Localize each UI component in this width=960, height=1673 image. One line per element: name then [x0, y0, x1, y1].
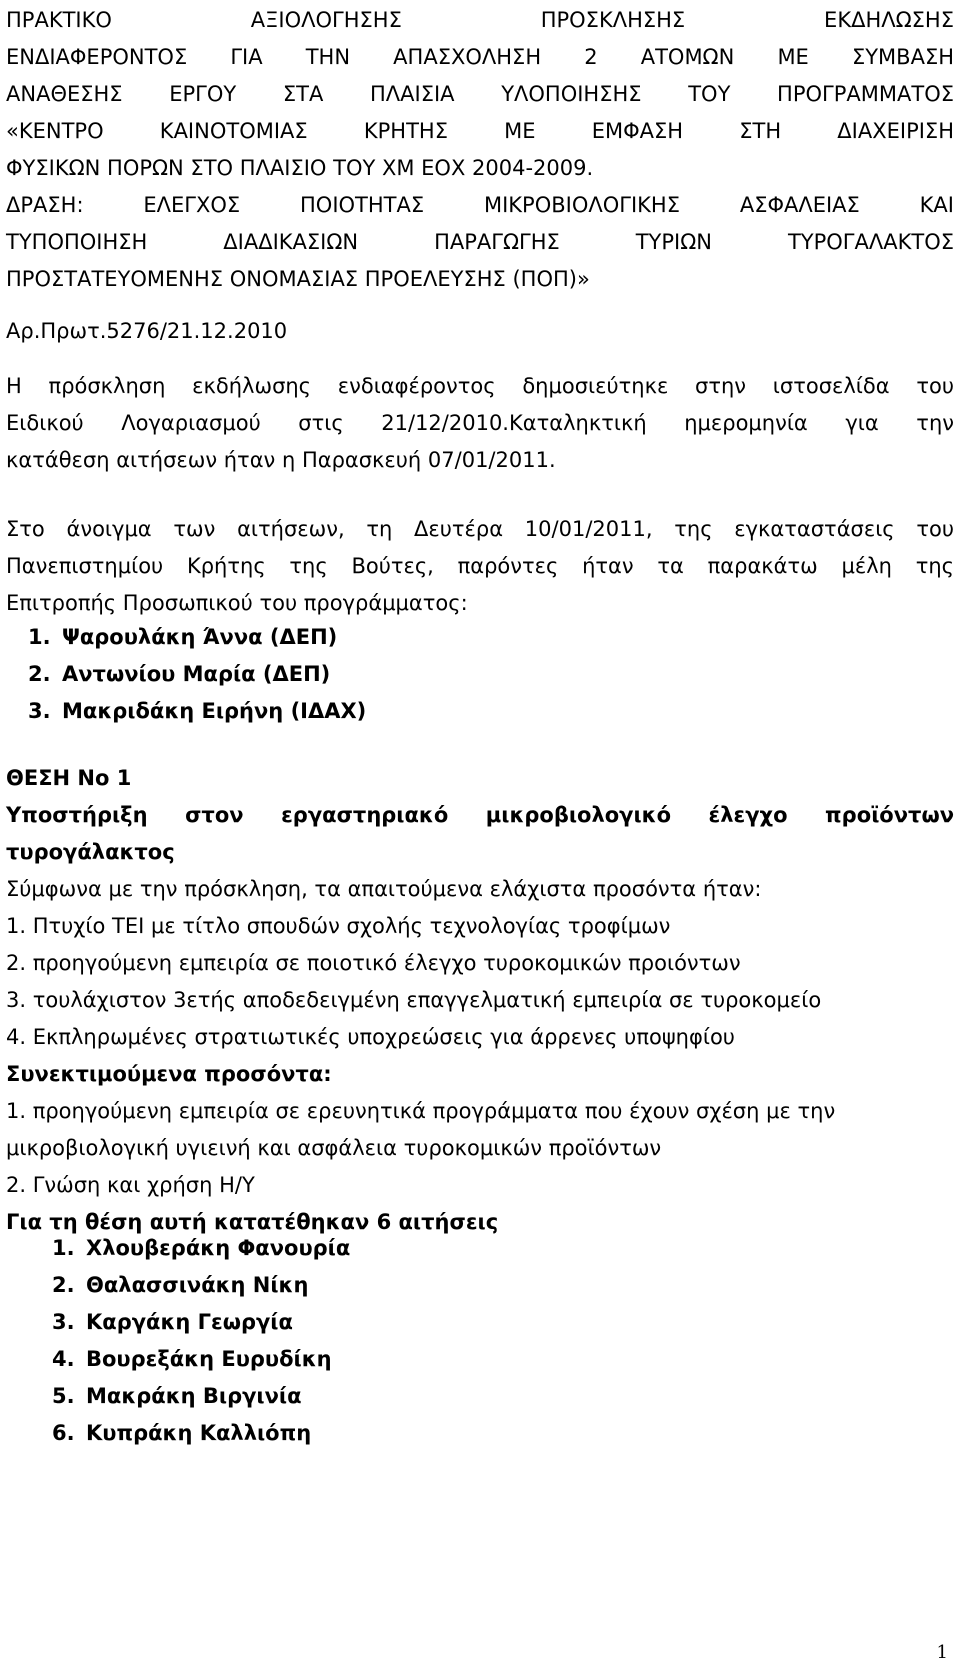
position-subject: Υποστήριξη στον εργαστηριακό μικροβιολογικό έλεγχο προϊόντων	[6, 803, 954, 827]
title-line: ΠΡΟΣΤΑΤΕΥΟΜΕΝΗΣ ΟΝΟΜΑΣΙΑΣ ΠΡΟΕΛΕΥΣΗΣ (ΠΟΠ)»	[6, 267, 590, 291]
paragraph-line: Ειδικού Λογαριασμού στις 21/12/2010.Καταληκτική ημερομηνία για την	[6, 411, 954, 435]
position-section	[6, 760, 954, 1241]
paragraph-line: Πανεπιστημίου Κρήτης της Βούτες, παρόντες ήταν τα παρακάτω μέλη της	[6, 554, 954, 578]
paragraph-line: Η πρόσκληση εκδήλωσης ενδιαφέροντος δημοσιεύτηκε στην ιστοσελίδα του	[6, 374, 954, 398]
weighted-item: μικροβιολογική υγιεινή και ασφάλεια τυροκομικών προϊόντων	[6, 1136, 662, 1160]
opening-paragraph	[6, 511, 954, 622]
item-number: 1.	[52, 1236, 75, 1260]
title-line: ΕΝΔΙΑΦΕΡΟΝΤΟΣ ΓΙΑ ΤΗΝ ΑΠΑΣΧΟΛΗΣΗ 2 ΑΤΟΜΩΝ ΜΕ ΣΥΜΒΑΣΗ	[6, 45, 954, 69]
paragraph-line: Επιτροπής Προσωπικού του προγράμματος:	[6, 591, 468, 615]
paragraph-line: Στο άνοιγμα των αιτήσεων, τη Δευτέρα 10/01/2011, της εγκαταστάσεις του	[6, 517, 954, 541]
position-heading: ΘΕΣΗ Νο 1	[6, 766, 132, 790]
applicant-name: Θαλασσινάκη Νίκη	[86, 1273, 309, 1297]
requirement-item: 1. Πτυχίο ΤΕΙ με τίτλο σπουδών σχολής τεχνολογίας τροφίμων	[6, 914, 671, 938]
position-subject-cont: τυρογάλακτος	[6, 840, 175, 864]
requirements-intro: Σύμφωνα με την πρόσκληση, τα απαιτούμενα ελάχιστα προσόντα ήταν:	[6, 877, 762, 901]
title-line: ΤΥΠΟΠΟΙΗΣΗ ΔΙΑΔΙΚΑΣΙΩΝ ΠΑΡΑΓΩΓΗΣ ΤΥΡΙΩΝ ΤΥΡΟΓΑΛΑΚΤΟΣ	[6, 230, 954, 254]
title-line: ΑΝΑΘΕΣΗΣ ΕΡΓΟΥ ΣΤΑ ΠΛΑΙΣΙΑ ΥΛΟΠΟΙΗΣΗΣ ΤΟΥ ΠΡΟΓΡΑΜΜΑΤΟΣ	[6, 82, 954, 106]
item-number: 5.	[52, 1384, 75, 1408]
paragraph-line: κατάθεση αιτήσεων ήταν η Παρασκευή 07/01/2011.	[6, 448, 556, 472]
item-number: 3.	[28, 699, 51, 723]
list-item	[28, 619, 366, 656]
weighted-item: 1. προηγούμενη εμπειρία σε ερευνητικά προγράμματα που έχουν σχέση με την	[6, 1099, 836, 1123]
item-number: 6.	[52, 1421, 75, 1445]
document-page	[6, 0, 954, 1445]
requirement-item: 4. Εκπληρωμένες στρατιωτικές υποχρεώσεις για άρρενες υποψηφίου	[6, 1025, 735, 1049]
applicant-name: Καργάκη Γεωργία	[86, 1310, 293, 1334]
applicant-name: Χλουβεράκη Φανουρία	[86, 1236, 351, 1260]
list-item	[28, 656, 366, 693]
applicant-name: Βουρεξάκη Ευρυδίκη	[86, 1347, 332, 1371]
title-line: ΠΡΑΚΤΙΚΟ ΑΞΙΟΛΟΓΗΣΗΣ ΠΡΟΣΚΛΗΣΗΣ ΕΚΔΗΛΩΣΗΣ	[6, 8, 954, 32]
list-item	[52, 1230, 350, 1267]
applications-heading: Για τη θέση αυτή κατατέθηκαν 6 αιτήσεις	[6, 1210, 499, 1234]
requirement-item: 3. τουλάχιστον 3ετής αποδεδειγμένη επαγγελματική εμπειρία σε τυροκομείο	[6, 988, 822, 1012]
title-line: ΔΡΑΣΗ: ΕΛΕΓΧΟΣ ΠΟΙΟΤΗΤΑΣ ΜΙΚΡΟΒΙΟΛΟΓΙΚΗΣ ΑΣΦΑΛΕΙΑΣ ΚΑΙ	[6, 193, 954, 217]
document-title	[6, 0, 954, 298]
list-item	[52, 1304, 350, 1341]
list-item	[52, 1267, 350, 1304]
announcement-paragraph	[6, 368, 954, 479]
list-item	[52, 1415, 350, 1452]
item-number: 2.	[28, 662, 51, 686]
item-number: 3.	[52, 1310, 75, 1334]
committee-members-list	[28, 619, 366, 730]
applicant-name: Κυπράκη Καλλιόπη	[86, 1421, 312, 1445]
list-item	[52, 1341, 350, 1378]
protocol-number: Αρ.Πρωτ.5276/21.12.2010	[6, 319, 288, 343]
item-number: 2.	[52, 1273, 75, 1297]
member-name: Μακριδάκη Ειρήνη (ΙΔΑΧ)	[62, 699, 367, 723]
member-name: Αντωνίου Μαρία (ΔΕΠ)	[62, 662, 331, 686]
list-item	[28, 693, 366, 730]
requirement-item: 2. προηγούμενη εμπειρία σε ποιοτικό έλεγχο τυροκομικών προιόντων	[6, 951, 741, 975]
applicants-list	[52, 1230, 350, 1452]
item-number: 4.	[52, 1347, 75, 1371]
applicant-name: Μακράκη Βιργινία	[86, 1384, 302, 1408]
item-number: 1.	[28, 625, 51, 649]
member-name: Ψαρουλάκη Άννα (ΔΕΠ)	[62, 625, 338, 649]
title-line: ΦΥΣΙΚΩΝ ΠΟΡΩΝ ΣΤΟ ΠΛΑΙΣΙΟ ΤΟΥ ΧΜ ΕΟΧ 2004-2009.	[6, 156, 594, 180]
list-item	[52, 1378, 350, 1415]
title-line: «ΚΕΝΤΡΟ ΚΑΙΝΟΤΟΜΙΑΣ ΚΡΗΤΗΣ ΜΕ ΕΜΦΑΣΗ ΣΤΗ ΔΙΑΧΕΙΡΙΣΗ	[6, 119, 954, 143]
weighted-heading: Συνεκτιμούμενα προσόντα:	[6, 1062, 332, 1086]
weighted-item: 2. Γνώση και χρήση Η/Υ	[6, 1173, 255, 1197]
page-number: 1	[936, 1642, 948, 1663]
